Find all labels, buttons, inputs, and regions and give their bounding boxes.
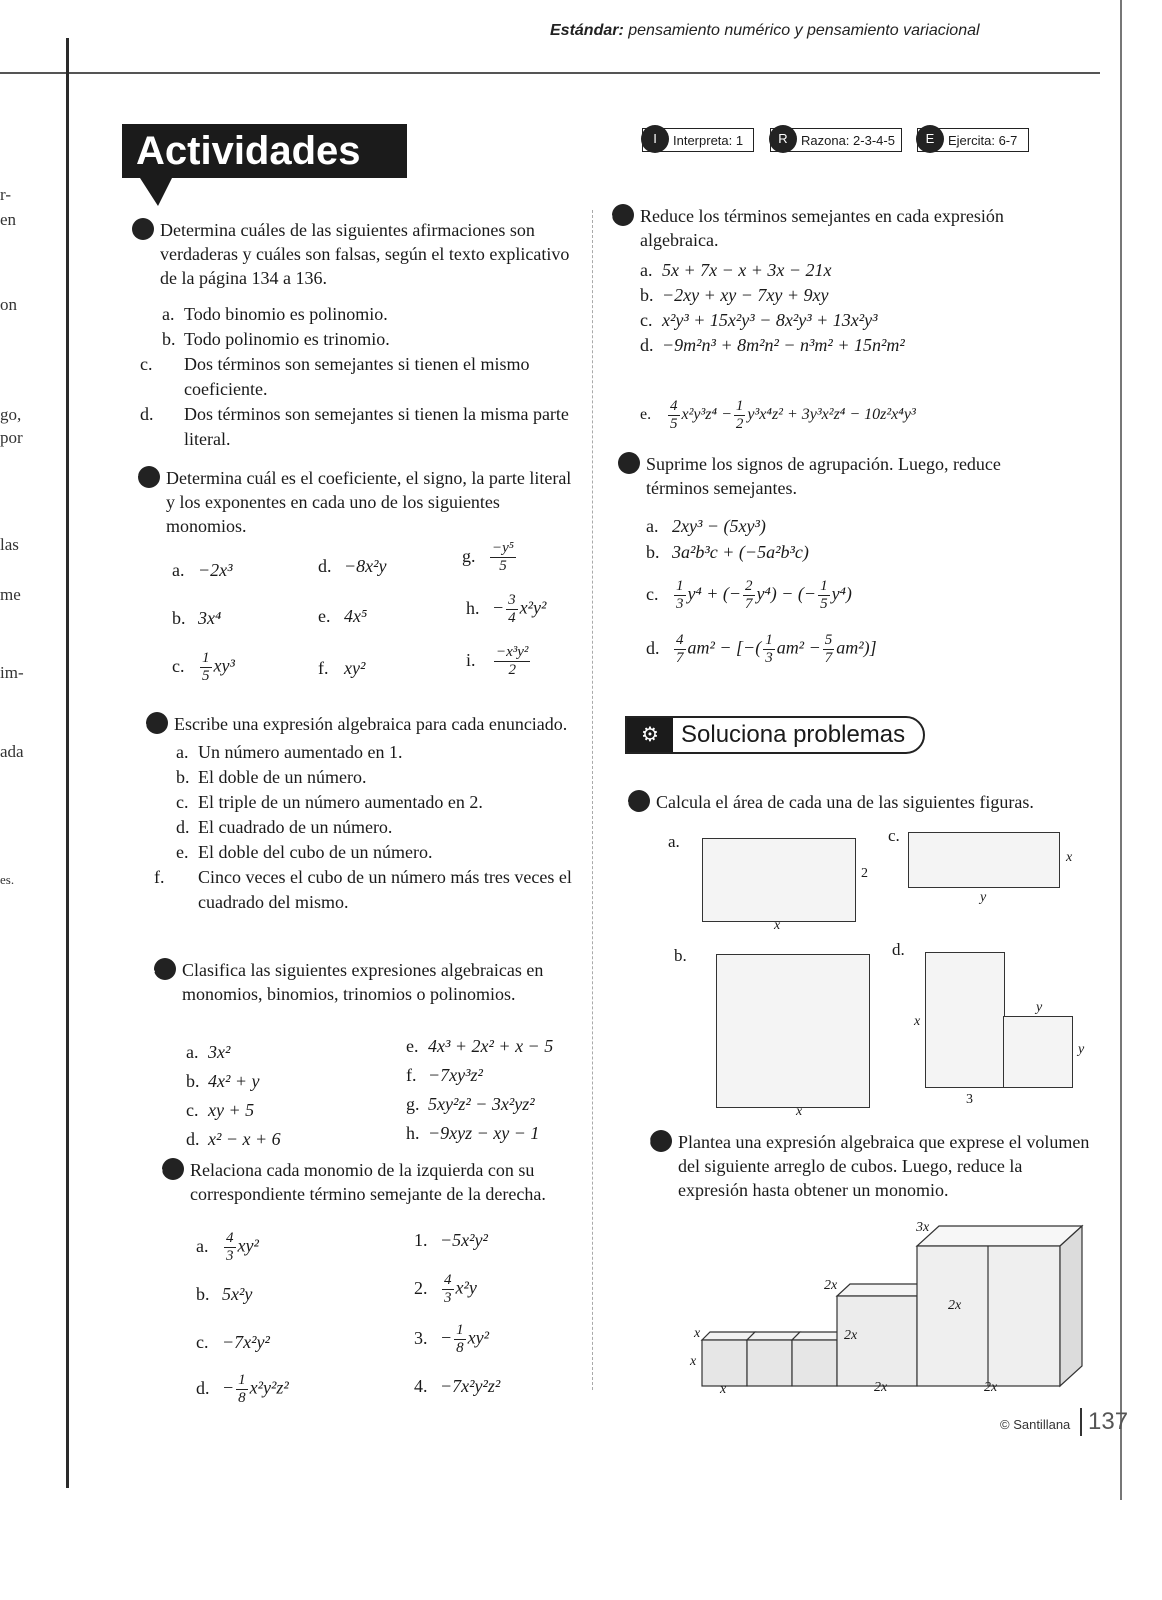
monomial-b: b. 3x⁴ <box>172 608 222 628</box>
gears-icon: ⚙ <box>627 718 673 752</box>
column-divider <box>592 210 594 1390</box>
list-item: f. −7xy³z² <box>406 1065 483 1085</box>
margin-fragment: las <box>0 535 19 554</box>
question-1 <box>125 218 572 452</box>
list-item: a. Todo binomio es polinomio. <box>162 304 388 324</box>
question-statement: Determina cuáles de las siguientes afirmaciones son verdaderas y cuáles son falsas, según el texto explicativo de la página 134 a 136. <box>160 220 570 288</box>
q5-left-b: b. 5x²y <box>196 1284 253 1304</box>
badge-interpreta <box>642 128 754 152</box>
question-statement: Calcula el área de cada una de las siguientes figuras. <box>656 792 1034 812</box>
soluciona-banner <box>625 716 925 754</box>
q6-item-e: e. $\frac{4}{5}$ x²y³z⁴ − $\frac{1}{2}$ y³x⁴z² + 3y³x²z⁴ − 10z²x⁴y³ <box>640 398 916 432</box>
figure-label: c. <box>888 826 900 845</box>
monomial-a: a. −2x³ <box>172 560 233 580</box>
dim-label: x <box>690 1354 697 1369</box>
dim-label: 2x <box>948 1298 962 1313</box>
q5-right-1: 1. −5x²y² <box>414 1230 488 1250</box>
title-tail <box>140 178 172 206</box>
q7-item-d: d. $\frac{4}{7}$ am² − [−( $\frac{1}{3}$ am² − $\frac{5}{7}$ am²)] <box>646 632 877 666</box>
q5-right-4: 4. −7x²y²z² <box>414 1376 501 1396</box>
margin-fragment: im- <box>0 663 24 682</box>
dim-label: y <box>1036 1000 1043 1015</box>
badge-razona <box>770 128 902 152</box>
standard-header <box>550 22 980 40</box>
right-edge <box>1120 0 1122 1500</box>
q5-left-c: c. −7x²y² <box>196 1332 270 1352</box>
margin-fragment: r- <box>0 185 11 204</box>
question-number: 8 <box>628 790 650 812</box>
page-number: 137 <box>1080 1408 1128 1436</box>
badge-label: Razona: 2-3-4-5 <box>801 133 895 148</box>
dim-label: x <box>914 1014 921 1029</box>
interpreta-icon: I <box>641 125 669 153</box>
question-statement: Clasifica las siguientes expresiones algebraicas en monomios, binomios, trinomios o polinomios. <box>182 960 544 1004</box>
q4-right-column <box>406 1032 553 1148</box>
list-item: c. Dos términos son semejantes si tienen el mismo coeficiente. <box>140 354 530 399</box>
question-9 <box>643 1130 1090 1202</box>
dim-label: x <box>774 918 781 933</box>
q5-right-3: 3. − $\frac{1}{8}$ xy² <box>414 1322 490 1356</box>
list-item: b. 4x² + y <box>186 1071 260 1091</box>
dim-label: x <box>1066 850 1073 865</box>
question-3 <box>139 712 586 915</box>
figure-label: a. <box>668 832 680 851</box>
dim-label: 2x <box>824 1278 838 1293</box>
question-statement: Determina cuál es el coeficiente, el signo, la parte literal y los exponentes en cada uno de los siguientes monomios. <box>166 468 572 536</box>
question-7 <box>611 452 1058 500</box>
question-5 <box>155 1158 602 1206</box>
list-item: a. 5x + 7x − x + 3x − 21x <box>640 260 832 280</box>
soluciona-title: Soluciona problemas <box>681 721 906 748</box>
standard-text: pensamiento numérico y pensamiento variacional <box>628 22 980 39</box>
question-2 <box>131 466 578 538</box>
dim-label: 2x <box>844 1328 858 1343</box>
section-title: Actividades <box>122 124 407 178</box>
binding-edge <box>66 38 69 1488</box>
dim-label: x <box>694 1326 701 1341</box>
list-item: g. 5xy²z² − 3x²yz² <box>406 1094 535 1114</box>
question-number: 1 <box>132 218 154 240</box>
margin-fragment: ada <box>0 742 24 761</box>
q7-item-b: b. 3a²b³c + (−5a²b³c) <box>646 542 809 562</box>
monomial-h: h. − $\frac{3}{4}$ x²y² <box>466 592 547 626</box>
q7-item-a: a. 2xy³ − (5xy³) <box>646 516 766 536</box>
question-6 <box>605 204 1052 358</box>
list-item: a. Un número aumentado en 1. <box>176 742 403 762</box>
ejercita-icon: E <box>916 125 944 153</box>
list-item: d. x² − x + 6 <box>186 1129 281 1149</box>
question-number: 5 <box>162 1158 184 1180</box>
badge-label: Ejercita: 6-7 <box>948 133 1018 148</box>
question-statement: Suprime los signos de agrupación. Luego, reduce términos semejantes. <box>646 454 1001 498</box>
margin-fragment: es. <box>0 872 15 887</box>
q4-left-column <box>186 1038 281 1154</box>
monomial-i: i. $\frac{\text{−x³y²}}{2}$ <box>466 644 529 678</box>
question-statement: Plantea una expresión algebraica que exprese el volumen del siguiente arreglo de cubos. Luego, reduce la expresión hasta obtener un monomio. <box>678 1132 1090 1200</box>
question-statement: Escribe una expresión algebraica para cada enunciado. <box>174 714 568 734</box>
list-item: c. x²y³ + 15x²y³ − 8x²y³ + 13x²y³ <box>640 310 878 330</box>
question-8 <box>621 790 1088 814</box>
list-item: c. xy + 5 <box>186 1100 255 1120</box>
razona-icon: R <box>769 125 797 153</box>
dim-label: 3 <box>966 1092 973 1107</box>
q5-left-a: a. $\frac{4}{3}$ xy² <box>196 1230 259 1264</box>
q5-left-d: d. − $\frac{1}{8}$ x²y²z² <box>196 1372 289 1406</box>
cubes-figure <box>690 1212 1110 1407</box>
figure-label: b. <box>674 946 687 965</box>
q7-item-c: c. $\frac{1}{3}$ y⁴ + (− $\frac{2}{7}$ y⁴) − (− $\frac{1}{5}$ y⁴) <box>646 578 852 612</box>
list-item: d. El cuadrado de un número. <box>176 817 393 837</box>
badge-label: Interpreta: 1 <box>673 133 744 148</box>
dim-label: 2 <box>861 866 868 881</box>
list-item: b. −2xy + xy − 7xy + 9xy <box>640 285 829 305</box>
question-statement: Reduce los términos semejantes en cada expresión algebraica. <box>640 206 1004 250</box>
margin-fragment: me <box>0 585 21 604</box>
monomial-f: f. xy² <box>318 658 366 678</box>
dim-label: x <box>720 1382 727 1397</box>
dim-label: 2x <box>984 1380 998 1395</box>
rectangle-c <box>908 832 1060 888</box>
dim-label: 2x <box>874 1380 888 1395</box>
list-item: d. Dos términos son semejantes si tienen la misma parte literal. <box>140 404 569 449</box>
monomial-c: c. $\frac{1}{5}$ xy³ <box>172 650 235 684</box>
monomial-g: g. $\frac{\text{−y⁵}}{5}$ <box>462 540 514 574</box>
dim-label: x <box>796 1104 803 1119</box>
standard-label: Estándar: <box>550 22 624 39</box>
list-item: c. El triple de un número aumentado en 2. <box>176 792 483 812</box>
rectangle-a <box>702 838 856 922</box>
question-number: 9 <box>650 1130 672 1152</box>
list-item: d. −9m²n³ + 8m²n² − n³m² + 15n²m² <box>640 335 905 355</box>
badge-ejercita <box>917 128 1029 152</box>
question-statement: Relaciona cada monomio de la izquierda con su correspondiente término semejante de la derecha. <box>190 1160 546 1204</box>
margin-fragment: por <box>0 428 23 447</box>
square-b <box>716 954 870 1108</box>
question-number: 7 <box>618 452 640 474</box>
margin-fragment: on <box>0 295 17 314</box>
dim-label: y <box>1078 1042 1085 1057</box>
list-item: h. −9xyz − xy − 1 <box>406 1123 540 1143</box>
small-cubes <box>702 1332 845 1386</box>
square-d-small <box>1003 1016 1073 1088</box>
list-item: f. Cinco veces el cubo de un número más tres veces el cuadrado del mismo. <box>154 867 572 912</box>
margin-fragment: go, <box>0 405 22 424</box>
monomial-e: e. 4x⁵ <box>318 606 368 626</box>
copyright: © Santillana <box>1000 1417 1071 1432</box>
dim-label: 3x <box>916 1220 930 1235</box>
list-item: b. El doble de un número. <box>176 767 367 787</box>
figure-label: d. <box>892 940 905 959</box>
q5-right-2: 2. $\frac{4}{3}$ x²y <box>414 1272 477 1306</box>
list-item: b. Todo polinomio es trinomio. <box>162 329 390 349</box>
margin-fragment: en <box>0 210 17 229</box>
list-item: e. El doble del cubo de un número. <box>176 842 433 862</box>
large-cube <box>917 1226 1082 1386</box>
list-item: e. 4x³ + 2x² + x − 5 <box>406 1036 554 1056</box>
rectangle-d-tall <box>925 952 1005 1088</box>
question-number: 6 <box>612 204 634 226</box>
dim-label: y <box>980 890 987 905</box>
question-number: 2 <box>138 466 160 488</box>
question-number: 4 <box>154 958 176 980</box>
question-4 <box>147 958 594 1006</box>
question-number: 3 <box>146 712 168 734</box>
monomial-d: d. −8x²y <box>318 556 387 576</box>
top-rule <box>0 72 1100 74</box>
list-item: a. 3x² <box>186 1042 231 1062</box>
